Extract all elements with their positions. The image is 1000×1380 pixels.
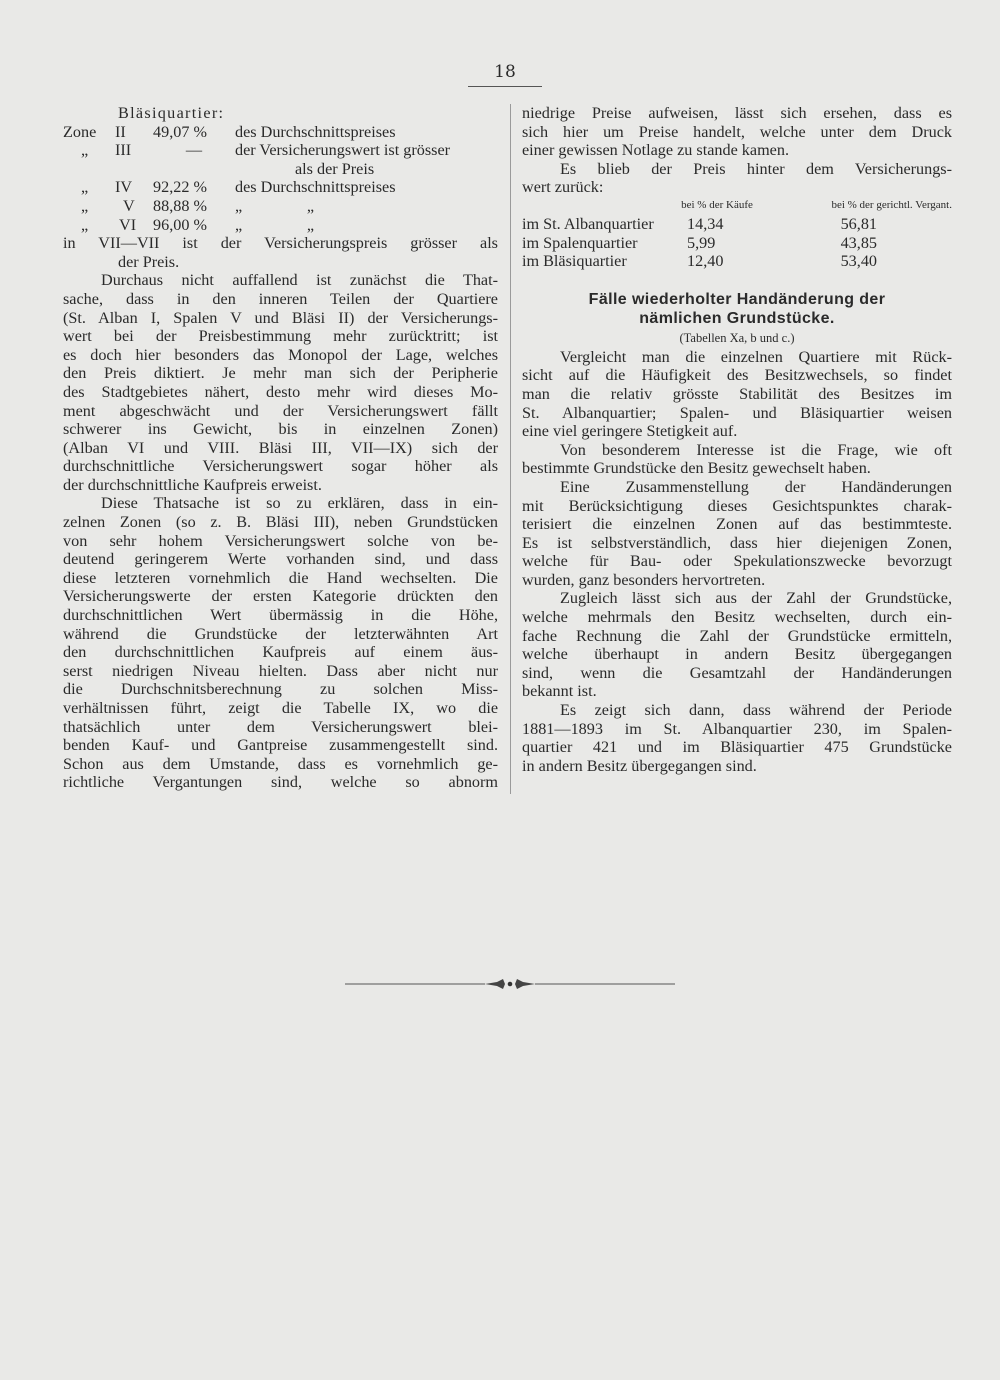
paragraph-line: sicht auf die Häufigkeit des Besitzwechsels, so findet xyxy=(522,366,952,385)
paragraph-line: thatsächlich unter dem Versicherungswert blei- xyxy=(63,717,498,736)
paragraph-line: welche mehrmals den Besitz wechselten, durch ein- xyxy=(522,608,952,627)
paragraph xyxy=(522,441,952,478)
paragraph xyxy=(522,160,952,197)
paragraph-line: in VII—VII ist der Versicherungspreis grösser als xyxy=(63,234,498,253)
paragraph-line: den Preis diktiert. Je mehr man sich der Peripherie xyxy=(63,364,498,383)
zone-text: „ „ xyxy=(235,215,315,234)
table-row xyxy=(522,234,952,253)
page-number: 18 xyxy=(494,62,516,82)
table-header xyxy=(522,197,952,215)
table-cell-label: im Spalenquartier xyxy=(522,233,638,252)
paragraph xyxy=(522,701,952,775)
paragraph-line: welche für Bau- oder Spekulationszwecke bevorzugt xyxy=(522,552,952,571)
table-cell-vergant: 56,81 xyxy=(840,214,877,233)
paragraph-line: wurden, ganz besonders hervortreten. xyxy=(522,570,766,589)
paragraph xyxy=(522,589,952,701)
paragraph-line: eine viel geringere Stetigkeit auf. xyxy=(522,422,738,441)
paragraph-line: in andern Besitz übergegangen sind. xyxy=(522,756,757,775)
comparison-table xyxy=(522,197,952,271)
paragraph-line: Versicherungswerte der ersten Kategorie drückten den xyxy=(63,587,498,606)
zone-text: als der Preis xyxy=(295,159,375,178)
table-cell-label: im Bläsiquartier xyxy=(522,252,627,271)
table-header-cell: bei % der Käufe xyxy=(681,199,753,212)
zone-value: 96,00 % xyxy=(153,215,207,234)
paragraph xyxy=(522,348,952,441)
paragraph-line: sache, dass in den inneren Teilen der Quartiere xyxy=(63,289,498,308)
table-cell-vergant: 53,40 xyxy=(840,252,877,271)
paragraph-line: wert zurück: xyxy=(522,178,604,197)
zone-number: IV xyxy=(115,178,133,197)
paragraph xyxy=(522,478,952,590)
paragraph-line: niedrige Preise aufweisen, lässt sich ersehen, dass es xyxy=(522,104,952,122)
paragraph-line: Es zeigt sich dann, dass während der Periode xyxy=(560,701,952,720)
table-row xyxy=(522,252,952,271)
zone-row xyxy=(63,141,498,160)
zone-row xyxy=(63,178,498,197)
paragraph-line: des Stadtgebietes nähert, desto mehr wird dieses Mo- xyxy=(63,382,498,401)
paragraph-line: serst niedrigen Niveau hielten. Dass aber nicht nur xyxy=(63,661,498,680)
zone-text: der Versicherungswert ist grösser xyxy=(235,141,451,160)
table-cell-vergant: 43,85 xyxy=(840,233,877,252)
paragraph-line: benden Kauf- und Gantpreise zusammengestellt sind. xyxy=(63,736,498,755)
zone-list xyxy=(63,123,498,235)
paragraph-line: richtliche Vergantungen sind, welche so abnorm xyxy=(63,773,498,792)
paragraph-line: den durchschnittlichen Kaufpreis auf einem äus- xyxy=(63,643,498,662)
paragraph-line: wert bei der Preisbestimmung mehr zurücktritt; ist xyxy=(63,327,498,346)
zone-row xyxy=(63,160,498,179)
paragraph-line: sind, wenn die Gesamtzahl der Handänderungen xyxy=(522,663,952,682)
zone-lead: „ xyxy=(81,215,89,234)
zone-text: des Durchschnittspreises xyxy=(235,178,396,197)
zone-number: VI xyxy=(119,215,137,234)
paragraph-line: Eine Zusammenstellung der Handänderungen xyxy=(560,477,952,496)
paragraph-line: (St. Alban I, Spalen V und Bläsi II) der Versicherungs- xyxy=(63,308,498,327)
paragraph-line: es doch hier besonders das Monopol der Lage, welches xyxy=(63,345,498,364)
paragraph-line: sich hier um Preise handelt, welche unter dem Druck xyxy=(522,122,952,141)
section-title-line: Fälle wiederholter Handänderung der xyxy=(588,290,886,308)
page-number-rule xyxy=(468,86,542,87)
zone-row xyxy=(63,197,498,216)
paragraph-line: ment abgeschwächt und der Versicherungswert fällt xyxy=(63,401,498,420)
zone-value: 49,07 % xyxy=(153,122,207,141)
paragraph-line: Von besonderem Interesse ist die Frage, wie oft xyxy=(560,440,952,459)
zone-number: III xyxy=(115,141,132,160)
left-column xyxy=(63,104,498,792)
zone-text: des Durchschnittspreises xyxy=(235,122,396,141)
section-title-line: nämlichen Grundstücke. xyxy=(639,309,835,327)
right-column xyxy=(522,104,952,775)
section-subtitle: (Tabellen Xa, b und c.) xyxy=(679,330,795,345)
paragraph-line: deutend geringerem Werte vorhanden sind, und dass xyxy=(63,550,498,569)
paragraph-line: von sehr hohem Versicherungswert solche von be- xyxy=(63,531,498,550)
paragraph-line: verhältnissen führt, zeigt die Tabelle IX, wo die xyxy=(63,699,498,717)
table-header-cell: bei % der gerichtl. Vergant. xyxy=(831,199,952,212)
paragraph-line: (Alban VI und VIII. Bläsi III, VII—IX) sich der xyxy=(63,438,498,457)
table-row xyxy=(522,215,952,234)
ornament-divider-icon xyxy=(345,976,675,992)
paragraph-line: der durchschnittliche Kaufpreis erweist. xyxy=(63,475,322,494)
paragraph-line: Diese Thatsache ist so zu erklären, dass in ein- xyxy=(101,494,498,513)
paragraph-line: Durchaus nicht auffallend ist zunächst die That- xyxy=(101,271,498,290)
section-title xyxy=(522,290,952,328)
paragraph-line: mit Berücksichtigung dieses Gesichtspunktes charak- xyxy=(522,496,952,515)
paragraph xyxy=(522,104,952,160)
paragraph-line: Es blieb der Preis hinter dem Versicherungs- xyxy=(560,159,952,178)
zone-value: 92,22 % xyxy=(153,178,207,197)
paragraph-line: quartier 421 und im Bläsiquartier 475 Grundstücke xyxy=(522,738,952,757)
table-cell-kaeufe: 14,34 xyxy=(687,214,724,233)
paragraph xyxy=(63,494,498,792)
paragraph-line: durchschnittliche Versicherungswert sogar höher als xyxy=(63,457,498,476)
paragraph-line: schwerer ins Gewicht, bis in einzelnen Zonen) xyxy=(63,420,498,439)
zone-value: — xyxy=(185,141,203,160)
paragraph xyxy=(63,271,498,494)
paragraph-line: einer gewissen Notlage zu stande kamen. xyxy=(522,141,789,160)
zone-number: V xyxy=(123,196,135,215)
column-divider xyxy=(510,104,511,794)
paragraph-line: bekannt ist. xyxy=(522,682,597,701)
table-cell-kaeufe: 12,40 xyxy=(687,252,724,271)
paragraph-line: 1881—1893 im St. Albanquartier 230, im Spalen- xyxy=(522,719,952,738)
zone-text: „ „ xyxy=(235,196,315,215)
paragraph-line: terisiert die einzelnen Zonen auf das bestimmteste. xyxy=(522,515,952,534)
paragraph-line: der Preis. xyxy=(118,252,180,271)
zone-lead: „ xyxy=(81,141,89,160)
table-cell-kaeufe: 5,99 xyxy=(687,233,716,252)
paragraph-line: welche überhaupt in andern Besitz übergegangen xyxy=(522,645,952,664)
zone-value: 88,88 % xyxy=(153,196,207,215)
zone-lead: „ xyxy=(81,196,89,215)
zone-lead: „ xyxy=(81,178,89,197)
paragraph-line: Zugleich lässt sich aus der Zahl der Grundstücke, xyxy=(560,589,952,608)
zone-row xyxy=(63,216,498,235)
paragraph-line: die Durchschnitsberechnung zu solchen Miss- xyxy=(63,680,498,699)
paragraph-line: zelnen Zonen (so z. B. Bläsi III), neben Grundstücken xyxy=(63,513,498,532)
quarter-heading: Bläsiquartier: xyxy=(118,104,225,122)
paragraph-line: diese letzteren vornehmlich die Hand wechselten. Die xyxy=(63,568,498,587)
paragraph-line: fache Rechnung die Zahl der Grundstücke ermitteln, xyxy=(522,626,952,645)
paragraph-line: St. Albanquartier; Spalen- und Bläsiquartier weisen xyxy=(522,403,952,422)
zone-row xyxy=(63,123,498,142)
paragraph-line: Schon aus dem Umstande, dass es vornehmlich ge- xyxy=(63,754,498,773)
paragraph-line: bestimmte Grundstücke den Besitz gewechselt haben. xyxy=(522,459,871,478)
zone-lead: Zone xyxy=(63,122,97,141)
paragraph-line: durchschnittlichen Wert übermässig in die Höhe, xyxy=(63,606,498,625)
table-cell-label: im St. Albanquartier xyxy=(522,214,654,233)
zone-number: II xyxy=(115,122,126,141)
paragraph-line: man die relativ grösste Stabilität des Besitzes im xyxy=(522,384,952,403)
paragraph-line: Vergleicht man die einzelnen Quartiere mit Rück- xyxy=(560,347,952,366)
paragraph-line: Es ist selbstverständlich, dass hier diejenigen Zonen, xyxy=(522,533,952,552)
paragraph-line: während die Grundstücke der letzterwähnten Art xyxy=(63,624,498,643)
